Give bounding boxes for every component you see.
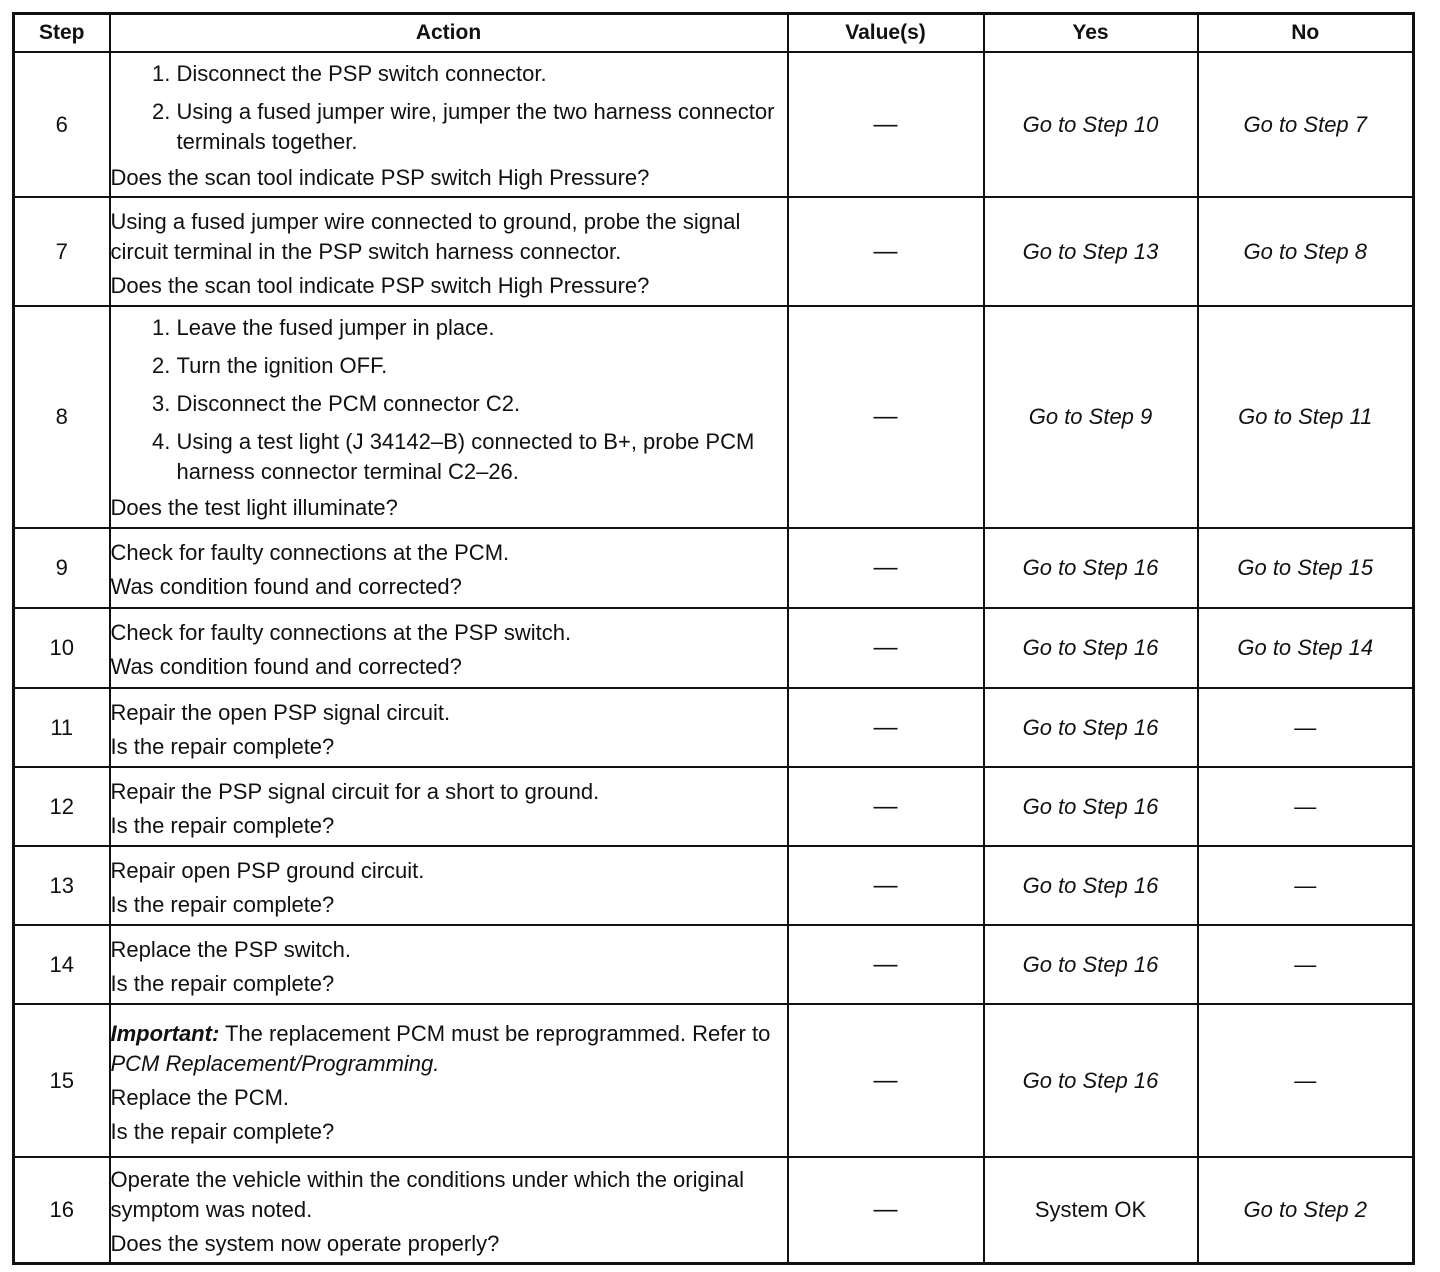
no-result: Go to Step 8 (1198, 197, 1414, 306)
value-cell (788, 608, 984, 688)
action-text: Operate the vehicle within the conditions under which the original symptom was noted. (110, 1166, 744, 1222)
step-number: 13 (14, 846, 110, 925)
action-steps (111, 59, 787, 157)
yes-result: Go to Step 16 (984, 925, 1198, 1004)
no-result: Go to Step 15 (1198, 528, 1414, 608)
yes-result: Go to Step 10 (984, 52, 1198, 197)
table-row (14, 528, 1414, 608)
action-question: Does the scan tool indicate PSP switch High Pressure? (110, 164, 650, 190)
yes-result: System OK (984, 1157, 1198, 1263)
yes-result: Go to Step 16 (984, 767, 1198, 846)
table-row (14, 1004, 1414, 1157)
value-cell (788, 1004, 984, 1157)
no-result: Go to Step 2 (1198, 1157, 1414, 1263)
value-cell (788, 925, 984, 1004)
action-question: Does the system now operate properly? (110, 1230, 500, 1256)
header-action: Action (110, 14, 788, 53)
important-label: Important: (110, 1020, 220, 1046)
action-text: Repair the PSP signal circuit for a short to ground. (110, 778, 600, 804)
value-dash: — (873, 403, 898, 430)
action-cell (110, 608, 788, 688)
action-text: Check for faulty connections at the PSP switch. (110, 620, 572, 645)
no-result: Go to Step 14 (1198, 608, 1414, 688)
value-dash: — (873, 950, 898, 978)
step-number: 8 (14, 306, 110, 528)
action-text: Check for faulty connections at the PCM. (110, 540, 510, 565)
yes-result: Go to Step 16 (984, 688, 1198, 767)
value-dash: — (873, 1066, 898, 1094)
yes-result: Go to Step 9 (984, 306, 1198, 528)
action-step: 1. Disconnect the PSP switch connector. (177, 59, 787, 89)
step-number: 9 (14, 528, 110, 608)
action-question: Is the repair complete? (110, 970, 335, 996)
action-cell (110, 1157, 788, 1263)
action-cell (110, 767, 788, 846)
header-yes: Yes (984, 14, 1198, 53)
table-row (14, 1157, 1414, 1263)
no-result: Go to Step 11 (1198, 306, 1414, 528)
value-cell (788, 197, 984, 306)
no-result: — (1198, 688, 1414, 767)
value-cell (788, 846, 984, 925)
table-row (14, 925, 1414, 1004)
header-values: Value(s) (788, 14, 984, 53)
action-question: Was condition found and corrected? (110, 654, 462, 679)
action-step: 3. Disconnect the PCM connector C2. (177, 389, 787, 419)
important-note (111, 1019, 787, 1079)
value-cell (788, 688, 984, 767)
value-cell (788, 52, 984, 197)
step-number: 7 (14, 197, 110, 306)
action-question: Is the repair complete? (110, 1118, 335, 1144)
action-text: Repair the open PSP signal circuit. (110, 699, 451, 725)
important-text: The replacement PCM must be reprogrammed. (224, 1020, 686, 1046)
action-question: Is the repair complete? (110, 891, 335, 917)
action-cell (110, 925, 788, 1004)
refer-link: PCM Replacement/Programming (110, 1050, 434, 1076)
yes-result: Go to Step 16 (984, 846, 1198, 925)
value-cell (788, 306, 984, 528)
table-row (14, 52, 1414, 197)
action-cell (110, 197, 788, 306)
action-cell (110, 846, 788, 925)
table-row (14, 306, 1414, 528)
value-dash: — (873, 1195, 898, 1223)
step-number: 12 (14, 767, 110, 846)
value-cell (788, 528, 984, 608)
action-step: 2. Turn the ignition OFF. (177, 351, 787, 381)
action-question: Is the repair complete? (110, 733, 335, 759)
refer-suffix: . (433, 1050, 440, 1076)
action-question: Does the test light illuminate? (110, 495, 398, 520)
value-dash: — (873, 554, 898, 581)
action-text: Using a fused jumper wire connected to ground, probe the signal circuit terminal in the PSP switch harness connector. (110, 208, 741, 264)
yes-result: Go to Step 13 (984, 197, 1198, 306)
no-result: Go to Step 7 (1198, 52, 1414, 197)
yes-result: Go to Step 16 (984, 608, 1198, 688)
action-step: 1. Leave the fused jumper in place. (177, 313, 787, 343)
step-number: 10 (14, 608, 110, 688)
step-number: 11 (14, 688, 110, 767)
table-row (14, 846, 1414, 925)
action-cell (110, 528, 788, 608)
diagnostic-table (12, 12, 1415, 1265)
table-row (14, 688, 1414, 767)
action-text: Replace the PCM. (110, 1084, 290, 1110)
value-dash: — (873, 871, 898, 899)
action-step: 2. Using a fused jumper wire, jumper the two harness connector terminals together. (177, 97, 787, 157)
header-step: Step (14, 14, 110, 53)
step-number: 14 (14, 925, 110, 1004)
yes-result: Go to Step 16 (984, 528, 1198, 608)
table-row (14, 197, 1414, 306)
value-dash: — (873, 237, 898, 265)
refer-prefix: Refer to (692, 1020, 771, 1046)
step-number: 15 (14, 1004, 110, 1157)
no-result: — (1198, 767, 1414, 846)
yes-result: Go to Step 16 (984, 1004, 1198, 1157)
action-question: Does the scan tool indicate PSP switch High Pressure? (110, 272, 650, 298)
action-question: Was condition found and corrected? (110, 574, 462, 599)
header-no: No (1198, 14, 1414, 53)
action-text: Replace the PSP switch. (110, 936, 351, 962)
step-number: 6 (14, 52, 110, 197)
action-text: Repair open PSP ground circuit. (110, 857, 425, 883)
value-dash: — (873, 110, 898, 138)
action-step: 4. Using a test light (J 34142–B) connected to B+, probe PCM harness connector terminal C2–26. (177, 427, 787, 487)
action-steps (111, 313, 787, 487)
table-row (14, 608, 1414, 688)
action-cell (110, 688, 788, 767)
step-number: 16 (14, 1157, 110, 1263)
header-row (14, 14, 1414, 53)
no-result: — (1198, 1004, 1414, 1157)
action-question: Is the repair complete? (110, 812, 335, 838)
value-cell (788, 1157, 984, 1263)
value-dash: — (873, 792, 898, 820)
no-result: — (1198, 846, 1414, 925)
action-cell (110, 306, 788, 528)
value-dash: — (873, 713, 898, 741)
no-result: — (1198, 925, 1414, 1004)
action-cell (110, 1004, 788, 1157)
action-cell (110, 52, 788, 197)
value-dash: — (873, 634, 898, 661)
value-cell (788, 767, 984, 846)
table-row (14, 767, 1414, 846)
